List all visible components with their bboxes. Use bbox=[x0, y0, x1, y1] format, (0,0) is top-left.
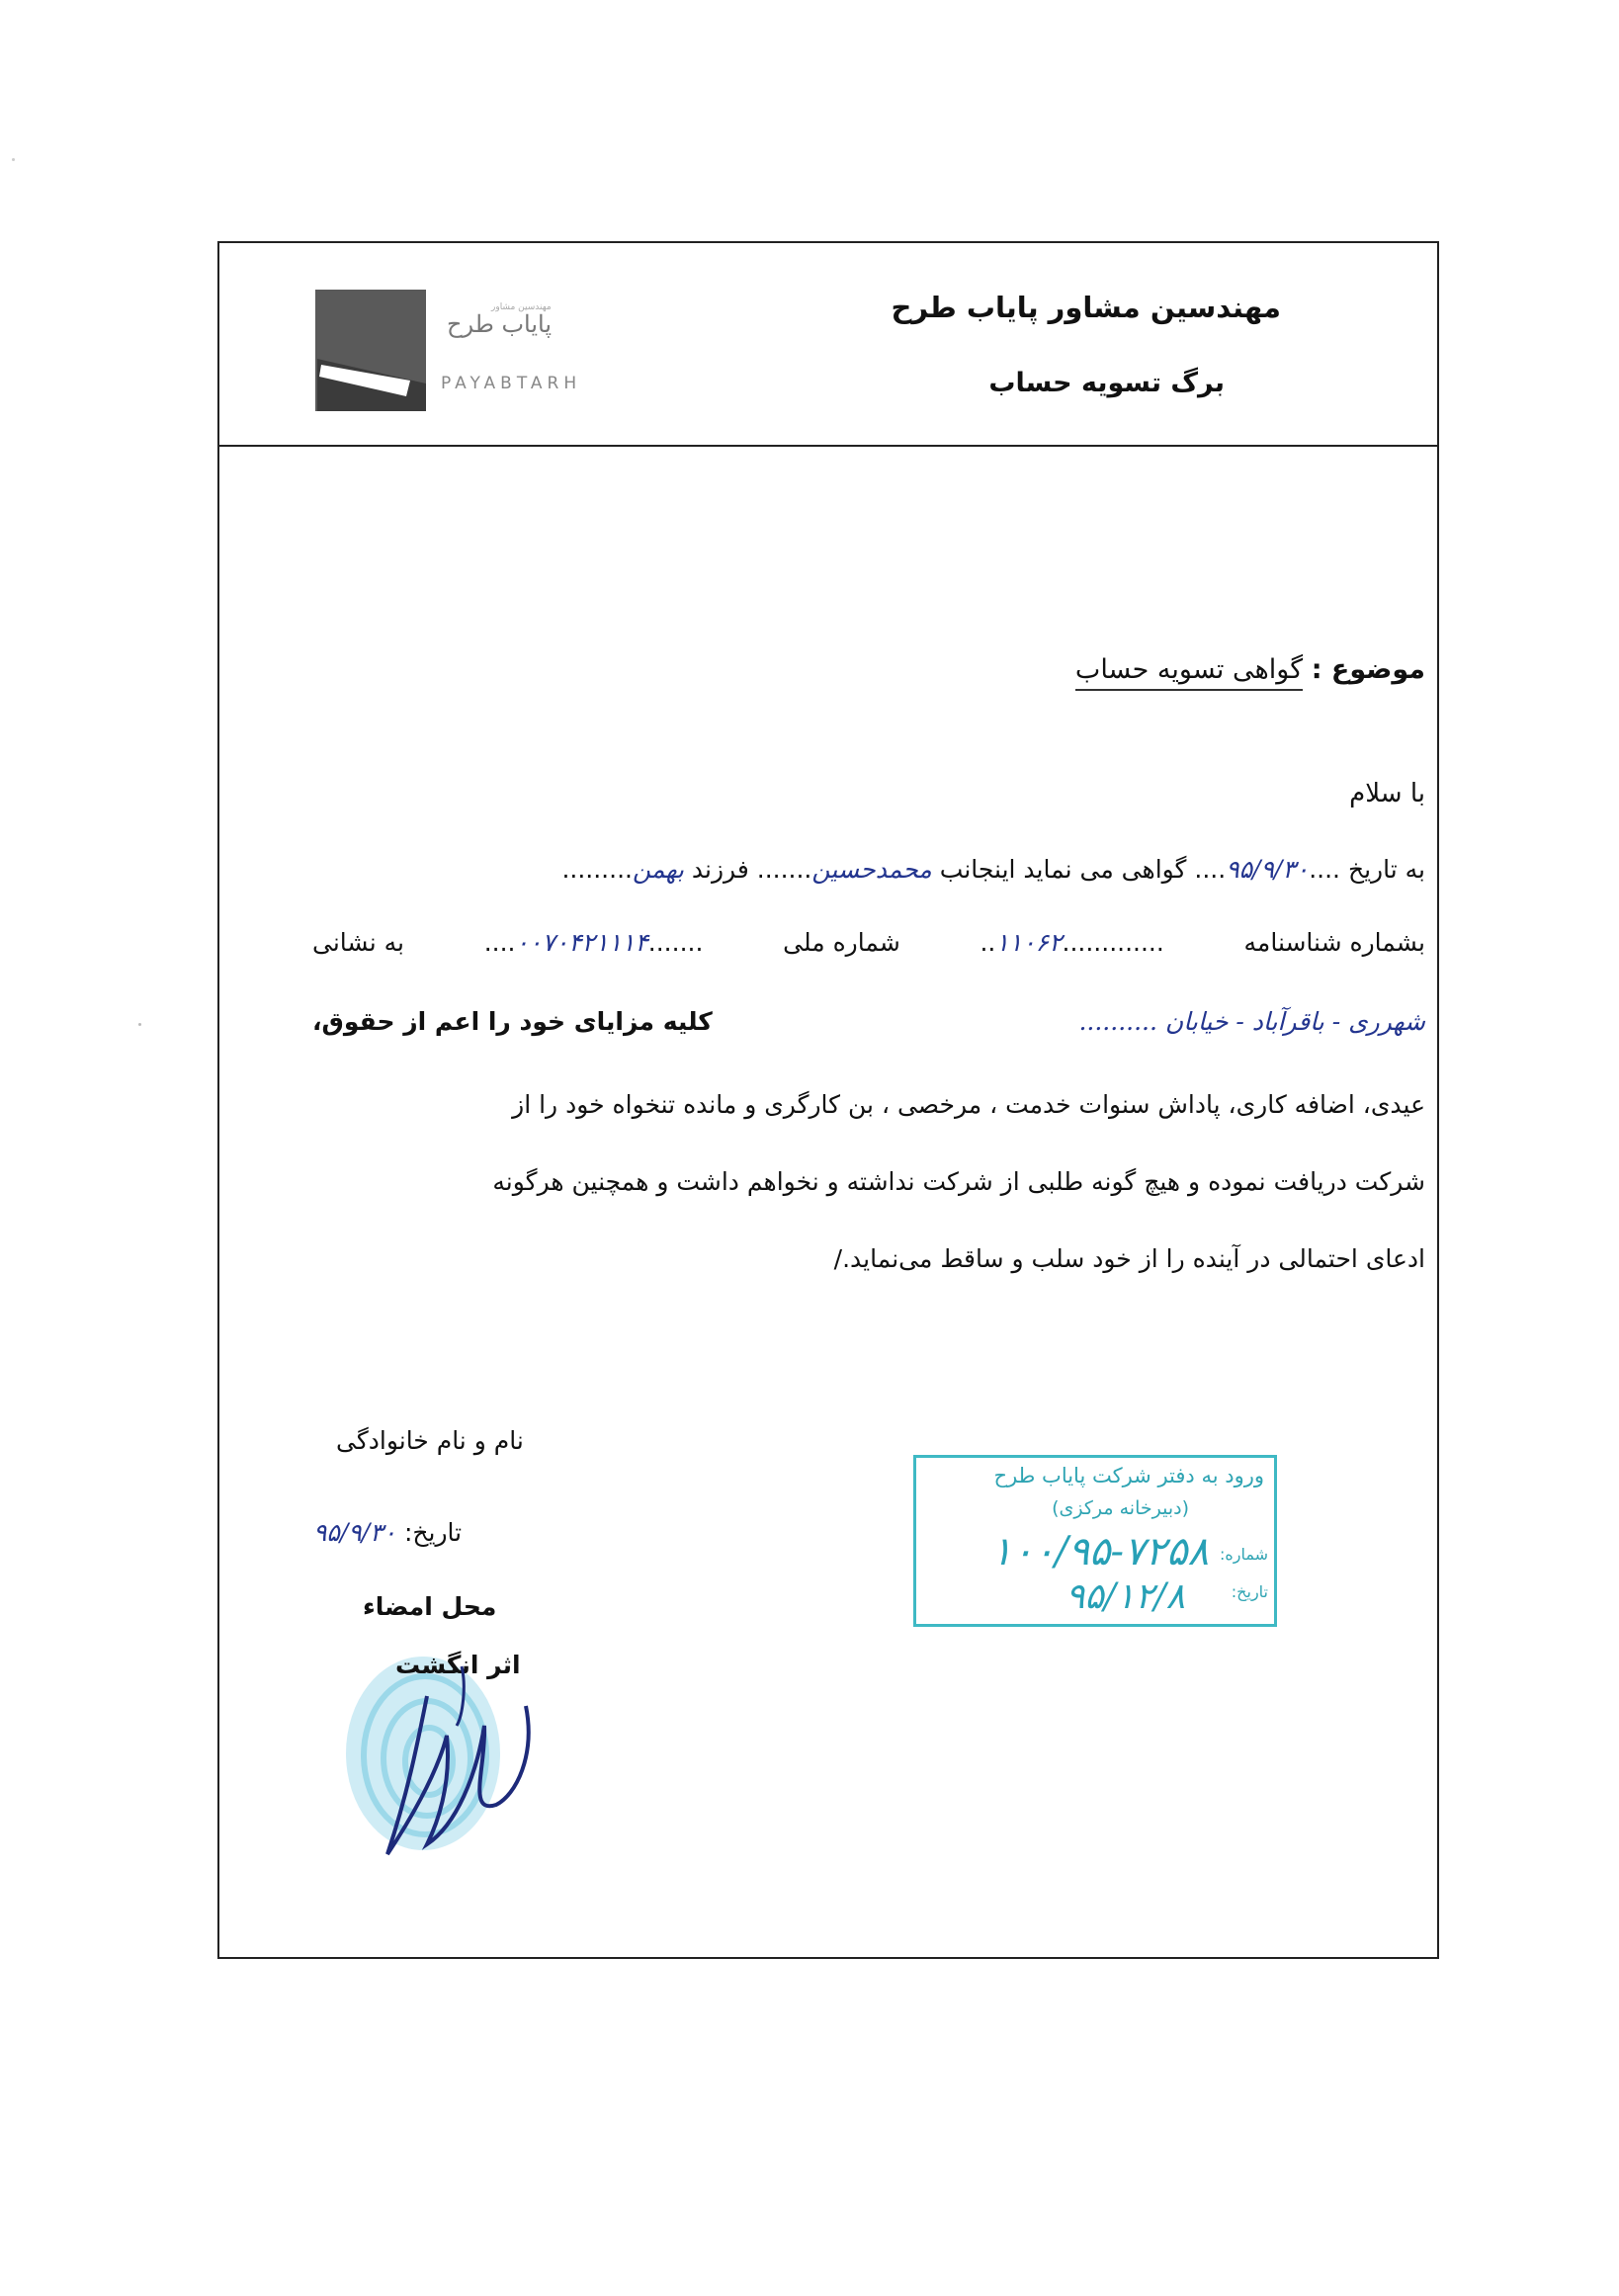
received-stamp bbox=[913, 1455, 1277, 1627]
stamp-title: ورود به دفتر شرکت پایاب طرح bbox=[993, 1464, 1264, 1488]
company-logo-icon bbox=[315, 290, 426, 411]
fill-dots: ......... bbox=[561, 855, 633, 884]
handwritten-id-number: ۱۱۰۶۲ bbox=[995, 928, 1063, 957]
text-segment: شماره ملی bbox=[783, 928, 900, 957]
logo-subtitle: مهندسین مشاور bbox=[491, 302, 552, 312]
handwritten-father-name: بهمن bbox=[632, 855, 684, 884]
handwritten-address: شهرری - باقرآباد - خیابان .......... bbox=[1078, 1007, 1425, 1036]
date-label: تاریخ: bbox=[403, 1518, 463, 1547]
text-segment: به نشانی bbox=[312, 928, 404, 957]
body-line-3 bbox=[312, 1002, 1425, 1042]
handwritten-date: ۹۵/۹/۳۰ bbox=[1226, 855, 1310, 884]
fill-dots: .... bbox=[1309, 855, 1340, 884]
logo-name-en: PAYABTARH bbox=[441, 374, 582, 393]
body-line-2 bbox=[312, 923, 1425, 963]
fill-dots: .... bbox=[483, 928, 516, 957]
fill-dots: ....... bbox=[756, 855, 812, 884]
signature-date bbox=[313, 1518, 462, 1547]
subject-label: موضوع : bbox=[1311, 654, 1425, 685]
body-line-1 bbox=[312, 850, 1425, 890]
thumbprint-label: اثر انگشت bbox=[395, 1651, 521, 1679]
text-segment: به تاریخ bbox=[1347, 855, 1425, 884]
body-line-6: ادعای احتمالی در آینده را از خود سلب و ساقط می‌نماید./ bbox=[833, 1244, 1425, 1273]
fill-dots: ....... bbox=[647, 928, 704, 957]
text-segment: فرزند bbox=[691, 855, 749, 884]
name-label: نام و نام خانوادگی bbox=[336, 1426, 524, 1455]
stamp-number-value: ۱۰۰/۹۵-۷۲۵۸ bbox=[990, 1529, 1209, 1574]
stamp-date-value: ۹۵/۱۲/۸ bbox=[1065, 1576, 1185, 1617]
fill-dots: ............. bbox=[1062, 928, 1164, 957]
document-frame bbox=[217, 241, 1439, 1959]
body-line-5: شرکت دریافت نموده و هیچ گونه طلبی از شرکت نداشته و نخواهم داشت و همچنین هرگونه bbox=[492, 1167, 1425, 1196]
stamp-number-label: شماره: bbox=[1219, 1545, 1268, 1564]
scan-dot bbox=[138, 1023, 141, 1026]
text-segment: کلیه مزایای خود را اعم از حقوق، bbox=[312, 1007, 713, 1036]
company-name: مهندسین مشاور پایاب طرح bbox=[891, 291, 1281, 324]
subject-value: گواهی تسویه حساب bbox=[1075, 654, 1303, 691]
body-line-4: عیدی، اضافه کاری، پاداش سنوات خدمت ، مرخصی ، بن کارگری و مانده تنخواه خود را از bbox=[512, 1090, 1425, 1119]
greeting: با سلام bbox=[1349, 779, 1425, 808]
logo-name-fa: پایاب طرح bbox=[447, 310, 553, 338]
fill-dots: .... bbox=[1194, 855, 1227, 884]
handwritten-name: محمدحسین bbox=[811, 855, 932, 884]
letterhead bbox=[219, 243, 1437, 447]
form-title: برگ تسویه حساب bbox=[988, 368, 1225, 398]
stamp-date-label: تاریخ: bbox=[1231, 1582, 1268, 1601]
handwritten-national-id: ۰۰۷۰۴۲۱۱۱۴ bbox=[515, 928, 648, 957]
text-segment: گواهی می نماید اینجانب bbox=[939, 855, 1187, 884]
fill-dots: .. bbox=[980, 928, 996, 957]
signature-icon bbox=[368, 1657, 546, 1884]
signature-place-label: محل امضاء bbox=[363, 1592, 497, 1621]
stamp-subtitle: (دبیرخانه مرکزی) bbox=[1052, 1497, 1189, 1519]
subject-line bbox=[1075, 654, 1425, 685]
text-segment: بشماره شناسنامه bbox=[1243, 928, 1425, 957]
handwritten-sign-date: ۹۵/۹/۳۰ bbox=[313, 1518, 396, 1547]
scan-dot bbox=[12, 158, 15, 161]
